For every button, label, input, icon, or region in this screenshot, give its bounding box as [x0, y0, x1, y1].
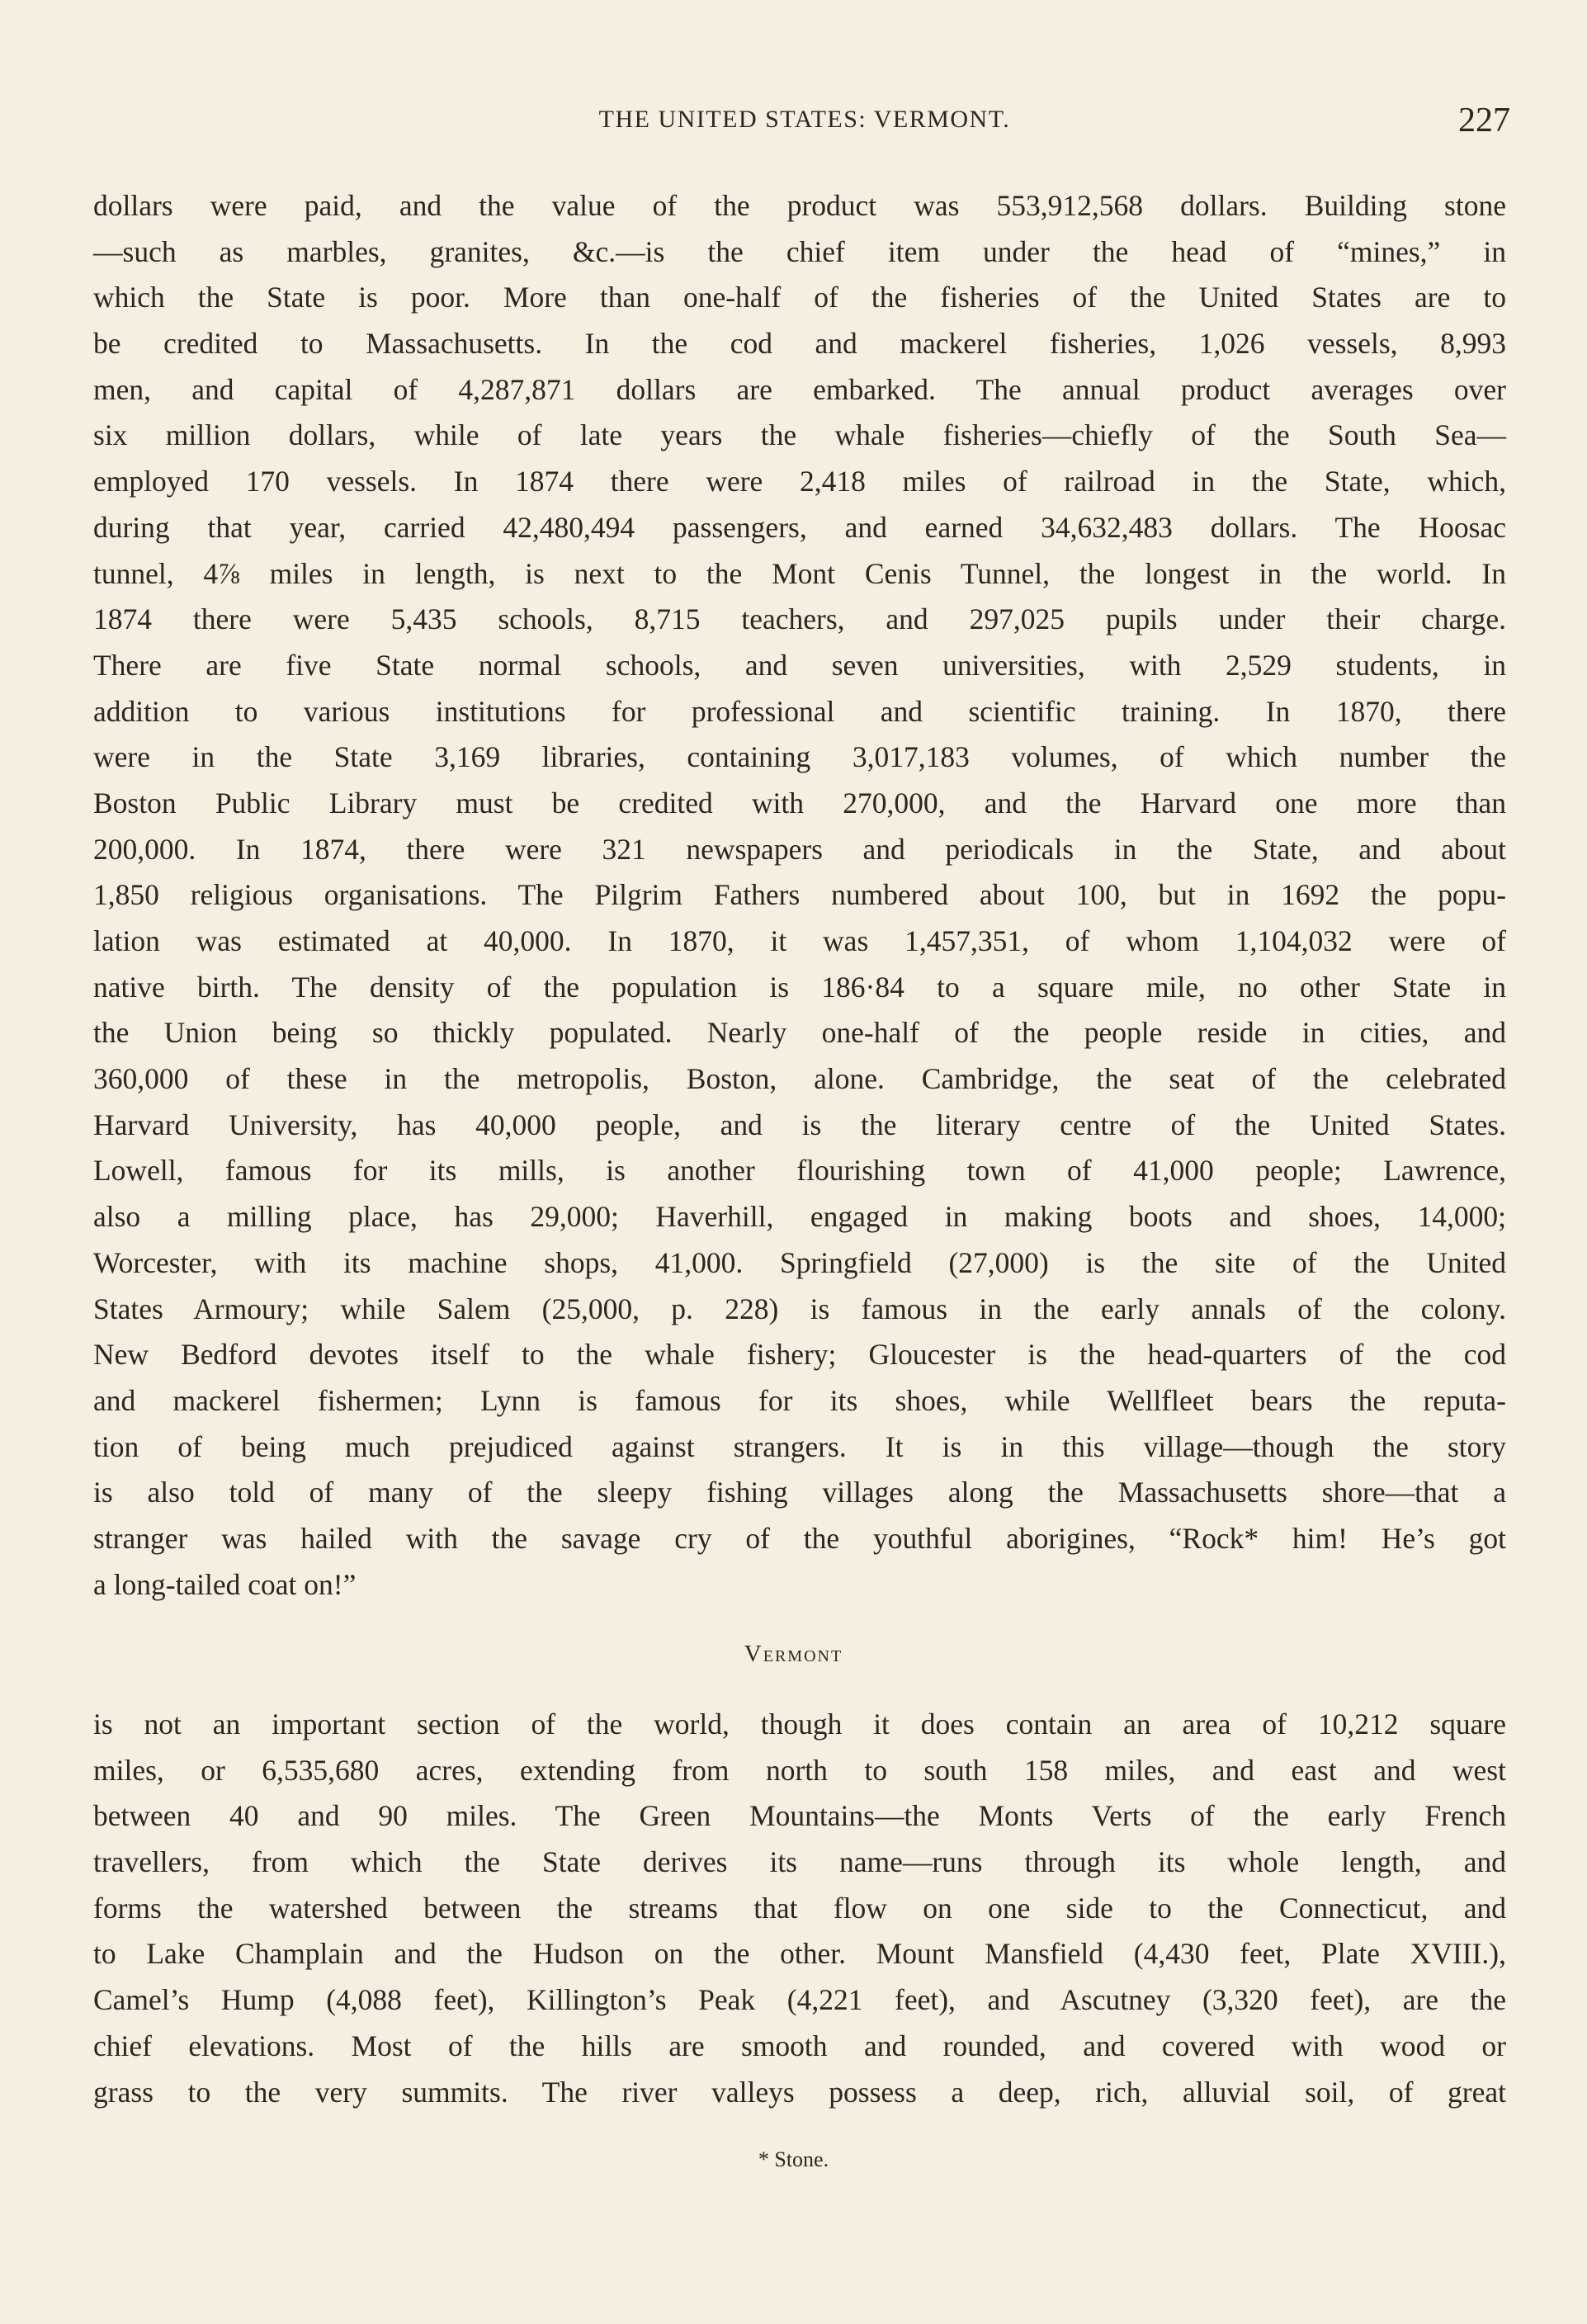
- text-line: States Armoury; while Salem (25,000, p. 228) is famous in the early annals of the colony.: [93, 1292, 1506, 1325]
- running-title: THE UNITED STATES: VERMONT.: [598, 106, 1011, 133]
- footnote: * Stone.: [758, 2147, 829, 2171]
- text-line: which the State is poor. More than one-half of the fisheries of the United States are to: [93, 281, 1506, 314]
- text-line: 1874 there were 5,435 schools, 8,715 teachers, and 297,025 pupils under their charge.: [93, 602, 1506, 636]
- text-line: between 40 and 90 miles. The Green Mountains—the Monts Verts of the early French: [93, 1799, 1506, 1833]
- text-line: during that year, carried 42,480,494 passengers, and earned 34,632,483 dollars. The Hoosac: [93, 510, 1506, 544]
- text-line: is not an important section of the world, though it does contain an area of 10,212 square: [93, 1708, 1506, 1741]
- text-line: Harvard University, has 40,000 people, and is the literary centre of the United States.: [93, 1108, 1506, 1141]
- text-line: 360,000 of these in the metropolis, Boston, alone. Cambridge, the seat of the celebrated: [93, 1062, 1506, 1096]
- text-line: —such as marbles, granites, &c.—is the chief item under the head of “mines,” in: [93, 234, 1506, 268]
- running-head: [99, 102, 1510, 147]
- text-line: six million dollars, while of late years the whale fisheries—chiefly of the South Sea—: [93, 418, 1506, 452]
- text-line: a long-tailed coat on!”: [93, 1567, 357, 1601]
- section-text: [93, 1702, 1506, 2115]
- text-line: also a milling place, has 29,000; Haverhill, engaged in making boots and shoes, 14,000;: [93, 1200, 1506, 1234]
- text-line: the Union being so thickly populated. Nearly one-half of the people reside in cities, and: [93, 1016, 1506, 1050]
- text-line: lation was estimated at 40,000. In 1870, it was 1,457,351, of whom 1,104,032 were of: [93, 924, 1506, 957]
- text-line: and mackerel fishermen; Lynn is famous for its shoes, while Wellfleet bears the reputa-: [93, 1383, 1506, 1417]
- text-line: Camel’s Hump (4,088 feet), Killington’s Peak (4,221 feet), and Ascutney (3,320 feet), are the: [93, 1983, 1506, 2017]
- text-line: to Lake Champlain and the Hudson on the other. Mount Mansfield (4,430 feet, Plate XVIII.),: [93, 1937, 1506, 1971]
- text-line: forms the watershed between the streams that flow on one side to the Connecticut, and: [93, 1891, 1506, 1925]
- text-line: Boston Public Library must be credited with 270,000, and the Harvard one more than: [93, 786, 1506, 820]
- text-line: men, and capital of 4,287,871 dollars are embarked. The annual product averages over: [93, 372, 1506, 406]
- text-line: tion of being much prejudiced against strangers. It is in this village—though the story: [93, 1429, 1506, 1463]
- text-line: grass to the very summits. The river valleys possess a deep, rich, alluvial soil, of great: [93, 2075, 1506, 2109]
- body-text: [93, 183, 1506, 1608]
- text-line: Worcester, with its machine shops, 41,000. Springfield (27,000) is the site of the United: [93, 1245, 1506, 1279]
- text-line: tunnel, 4⅞ miles in length, is next to the Mont Cenis Tunnel, the longest in the world. In: [93, 556, 1506, 590]
- text-line: stranger was hailed with the savage cry of the youthful aborigines, “Rock* him! He’s got: [93, 1521, 1506, 1555]
- section-heading: Vermont: [744, 1641, 843, 1667]
- text-line: native birth. The density of the population is 186·84 to a square mile, no other State in: [93, 970, 1506, 1004]
- page-number: 227: [1458, 102, 1510, 139]
- text-line: addition to various institutions for professional and scientific training. In 1870, there: [93, 694, 1506, 728]
- text-line: chief elevations. Most of the hills are smooth and rounded, and covered with wood or: [93, 2029, 1506, 2062]
- text-line: 200,000. In 1874, there were 321 newspapers and periodicals in the State, and about: [93, 832, 1506, 866]
- text-line: miles, or 6,535,680 acres, extending from north to south 158 miles, and east and west: [93, 1753, 1506, 1787]
- text-line: Lowell, famous for its mills, is another flourishing town of 41,000 people; Lawrence,: [93, 1154, 1506, 1188]
- text-line: be credited to Massachusetts. In the cod and mackerel fisheries, 1,026 vessels, 8,993: [93, 327, 1506, 361]
- text-line: New Bedford devotes itself to the whale fishery; Gloucester is the head-quarters of the cod: [93, 1338, 1506, 1372]
- text-line: dollars were paid, and the value of the product was 553,912,568 dollars. Building stone: [93, 189, 1506, 222]
- text-line: were in the State 3,169 libraries, containing 3,017,183 volumes, of which number the: [93, 740, 1506, 774]
- text-line: There are five State normal schools, and seven universities, with 2,529 students, in: [93, 648, 1506, 682]
- text-line: employed 170 vessels. In 1874 there were 2,418 miles of railroad in the State, which,: [93, 465, 1506, 498]
- text-line: travellers, from which the State derives its name—runs through its whole length, and: [93, 1845, 1506, 1879]
- text-line: is also told of many of the sleepy fishing villages along the Massachusetts shore—that a: [93, 1476, 1506, 1509]
- text-line: 1,850 religious organisations. The Pilgrim Fathers numbered about 100, but in 1692 the popu-: [93, 878, 1506, 912]
